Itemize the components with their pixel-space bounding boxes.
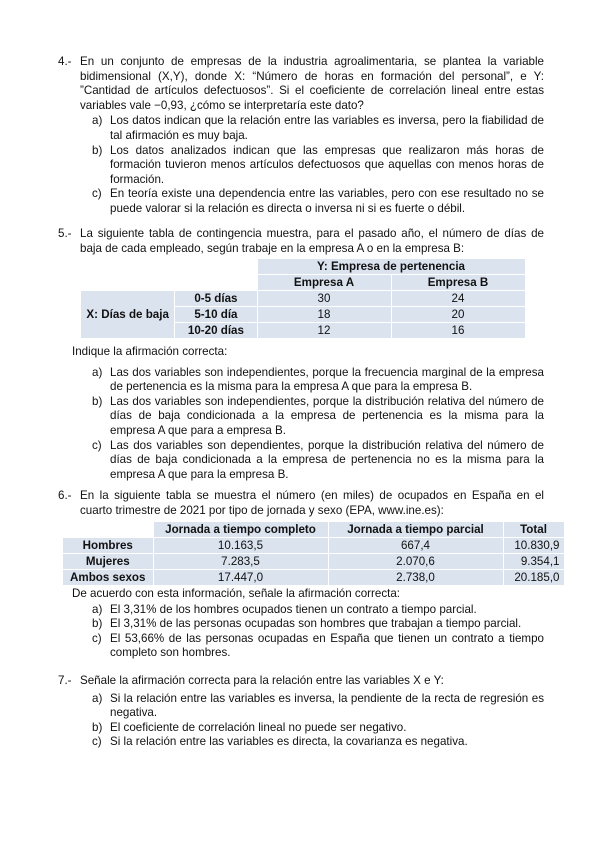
option-a[interactable] [92,114,544,143]
table-cell: 10.830,9 [503,538,564,554]
option-letter: a) [92,114,103,128]
option-text: En teoría existe una dependencia entre las variables, pero con ese resultado no se puede valorar si la relación es directa o inversa ni si es fuerte o débil. [110,187,544,215]
option-c[interactable] [92,735,544,750]
question-text: Señale la afirmación correcta para la relación entre las variables X e Y: [80,674,444,687]
table-cell: 667,4 [328,538,503,554]
options-list [92,603,544,661]
option-text: Los datos analizados indican que las empresas que realizaron más horas de formación tuvieron menos artículos defectuosos que aquellas con menos horas de formación. [110,143,544,186]
question-prompt: Indique la afirmación correcta: [72,345,228,358]
option-text: El 53,66% de las personas ocupadas en España que tienen un contrato a tiempo completo son hombres. [110,631,544,660]
table-cell: 2.738,0 [328,570,503,586]
option-a[interactable] [92,692,544,721]
option-text: El 3,31% de las personas ocupadas son hombres que trabajan a tiempo parcial. [110,617,522,631]
table-cell: 24 [391,291,525,307]
question-number: 7.- [58,674,72,687]
question-4 [58,55,544,217]
options-list [92,692,544,750]
option-b[interactable] [92,721,544,736]
table-cell: 30 [257,291,391,307]
option-text: Si la relación entre las variables es directa, la covarianza es negativa. [110,735,468,749]
question-text: La siguiente tabla de contingencia muestra, para el pasado año, el número de días de baja de cada empleado, según trabaje en la empresa A o en la empresa B: [80,227,544,255]
option-letter: b) [92,143,103,157]
options-list [92,114,544,216]
row-label: 10-20 días [175,323,257,339]
option-text: Las dos variables son independientes, porque la distribución relativa del número de días de baja condicionada a la empresa de pertenencia es la misma para la empresa A que para a empresa B. [110,394,544,437]
option-text: Las dos variables son dependientes, porque la distribución relativa del número de días de baja condicionada a la empresa de pertenencia no es la misma para la empresa A que para la empresa B. [110,438,544,481]
option-text: Los datos indican que la relación entre las variables es inversa, pero la fiabilidad de tal afirmación es muy baja. [110,114,544,142]
option-text: Las dos variables son independientes, porque la frecuencia marginal de la empresa de pertenencia es la misma para la empresa A que para la empresa B. [110,365,544,394]
option-c[interactable] [92,632,544,661]
table-cell: 18 [257,307,391,323]
option-b[interactable] [92,617,544,632]
option-letter: b) [92,720,103,734]
col-header: Total [503,522,564,538]
question-6 [58,489,544,518]
col-header: Empresa A [257,275,391,291]
question-5-prompt-block [72,345,544,482]
table-cell: 20.185,0 [503,570,564,586]
options-list [92,366,544,483]
option-letter: c) [92,438,102,452]
option-text: Si la relación entre las variables es inversa, la pendiente de la recta de regresión es negativa. [110,691,544,720]
option-a[interactable] [92,366,544,395]
option-b[interactable] [92,395,544,439]
question-text: En un conjunto de empresas de la industria agroalimentaria, se plantea la variable bidimensional (X,Y), donde X: “Número de horas en formación del personal”, e Y: ”Cantidad de artículos defectuosos”. Si el coeficiente de correlación lineal entre estas variables vale −0,93, ¿cómo se interpretaría este dato? [80,55,544,112]
option-b[interactable] [92,144,544,188]
group-header: Y: Empresa de pertenencia [257,259,525,275]
table-cell: 9.354,1 [503,554,564,570]
option-letter: a) [92,602,103,616]
question-number: 6.- [58,489,72,502]
table-cell: 17.447,0 [153,570,328,586]
table-cell: 10.163,5 [153,538,328,554]
table-cell: 16 [391,323,525,339]
col-header: Jornada a tiempo parcial [328,522,503,538]
employment-table [62,521,565,586]
option-letter: a) [92,691,103,705]
question-number: 5.- [58,227,72,240]
col-header: Empresa B [391,275,525,291]
option-letter: b) [92,617,103,631]
row-label: Mujeres [63,554,154,570]
table-cell: 2.070,6 [328,554,503,570]
option-letter: b) [92,394,103,408]
row-label: Hombres [63,538,154,554]
question-text: En la siguiente tabla se muestra el número (en miles) de ocupados en España en el cuarto trimestre de 2021 por tipo de jornada y sexo (EPA, www.ine.es): [80,489,544,517]
option-letter: c) [92,187,102,201]
table-cell: 20 [391,307,525,323]
row-label: Ambos sexos [63,570,154,586]
table-cell: 7.283,5 [153,554,328,570]
table-cell: 12 [257,323,391,339]
option-letter: a) [92,365,103,379]
option-letter: c) [92,735,102,749]
col-header: Jornada a tiempo completo [153,522,328,538]
option-text: El 3,31% de los hombres ocupados tienen un contrato a tiempo parcial. [110,602,477,616]
question-number: 4.- [58,55,72,68]
question-5 [58,227,544,256]
option-letter: c) [92,631,102,645]
contingency-table [80,258,526,339]
question-7 [58,674,544,750]
question-prompt: De acuerdo con esta información, señale la afirmación correcta: [72,587,401,600]
row-label: 0-5 días [175,291,257,307]
option-c[interactable] [92,187,544,216]
option-a[interactable] [92,603,544,618]
question-6-prompt-block [72,587,544,661]
row-label: 5-10 día [175,307,257,323]
row-variable-label: X: Días de baja [81,291,175,339]
option-c[interactable] [92,439,544,483]
option-text: El coeficiente de correlación lineal no puede ser negativo. [110,720,407,734]
